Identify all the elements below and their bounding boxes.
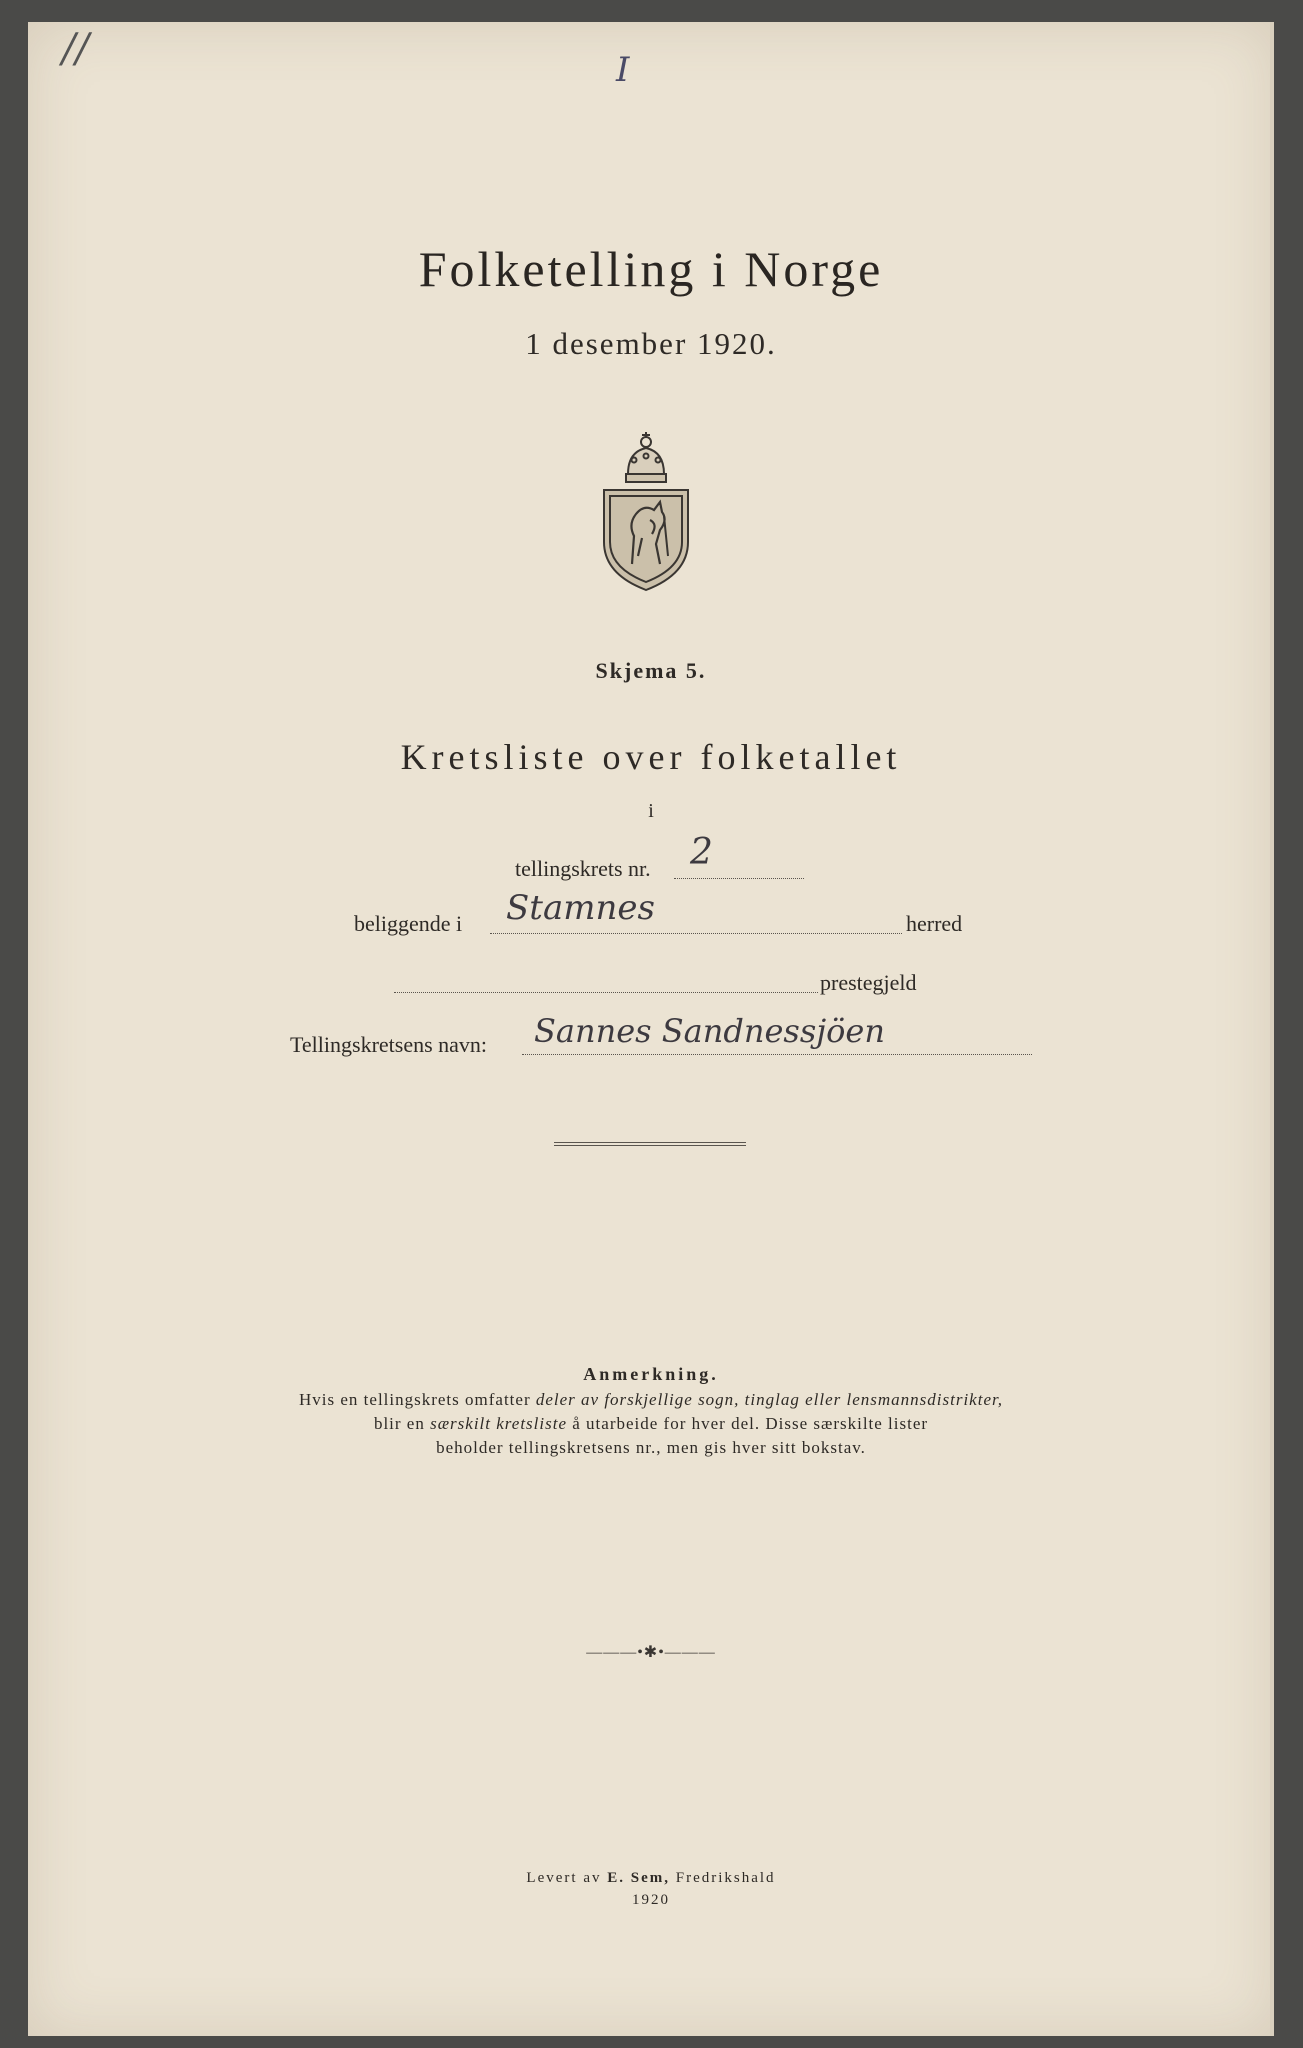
note-line-3: beholder tellingskretsens nr., men gis hver sitt bokstav. — [436, 1438, 866, 1457]
printer-credit — [28, 1870, 1274, 1887]
kretsnavn-line — [522, 1054, 1032, 1055]
kretsnavn-label: Tellingskretsens navn: — [290, 1032, 488, 1057]
note-line-2 — [28, 1414, 1274, 1434]
prestegjeld-line — [394, 992, 818, 993]
beliggende-line — [490, 933, 902, 934]
note-line-1 — [28, 1390, 1274, 1410]
document-title: Folketelling i Norge — [418, 241, 884, 297]
corner-pencil-mark: // — [62, 26, 89, 72]
note-title: Anmerkning. — [583, 1364, 719, 1384]
norwegian-coat-of-arms-icon — [598, 424, 694, 592]
note-line-1-italic: deler av forskjellige sogn, tinglag eller lensmannsdistrikter, — [535, 1390, 1003, 1409]
printer-name: E. Sem, — [607, 1870, 670, 1886]
tellingskrets-label: tellingskrets nr. — [515, 856, 651, 881]
census-date: 1 desember 1920. — [525, 326, 777, 361]
census-form-page — [28, 22, 1274, 2036]
note-line-1-text: Hvis en tellingskrets omfatter — [299, 1390, 531, 1409]
note-line-2-text-a: blir en — [373, 1414, 425, 1433]
heading-connector: i — [648, 800, 654, 822]
top-pencil-mark: I — [616, 50, 630, 90]
form-number: Skjema 5. — [595, 658, 707, 683]
beliggende-value: Stamnes — [506, 888, 655, 928]
printer-prefix: Levert av — [526, 1870, 602, 1886]
beliggende-label: beliggende i — [354, 911, 463, 936]
page-edge — [1270, 22, 1274, 2036]
kretsnavn-value: Sannes Sandnessjöen — [534, 1012, 885, 1050]
ornament-divider: ———•✱•——— — [586, 1644, 716, 1661]
note-line-2-italic: særskilt kretsliste — [430, 1414, 567, 1433]
herred-label: herred — [906, 911, 963, 936]
printer-year: 1920 — [632, 1892, 670, 1908]
note-line-2-text-b: å utarbeide for hver del. Disse særskilte lister — [572, 1414, 929, 1433]
printer-city: Fredrikshald — [675, 1870, 776, 1886]
form-heading: Kretsliste over folketallet — [400, 737, 902, 777]
prestegjeld-label: prestegjeld — [820, 970, 917, 995]
tellingskrets-line — [674, 878, 804, 879]
section-divider — [554, 1142, 746, 1146]
tellingskrets-value: 2 — [690, 832, 713, 873]
